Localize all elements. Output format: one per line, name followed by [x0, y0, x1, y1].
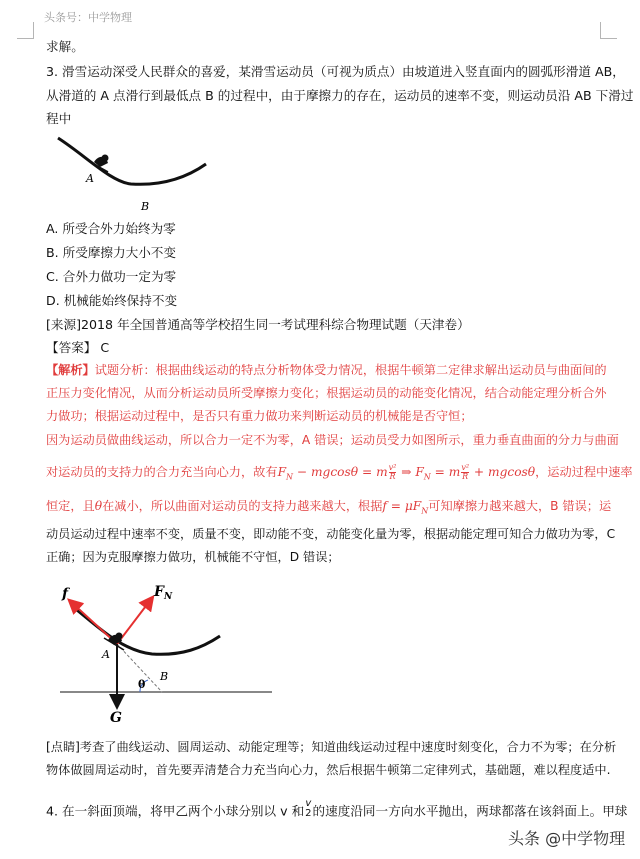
- analysis-5a: 对运动员的支持力的合力充当向心力，故有: [46, 465, 278, 479]
- answer-value: C: [100, 340, 110, 355]
- formula: $F_N - mgcos\theta = m$ $\frac{\text{v²}}{R}$ ⇒ $F_N = m$ $\frac{\text{v²}}{R}$ + mgcosθ: [277, 463, 536, 482]
- source-line: [来源]2018 年全国普通高等学校招生同一考试理科综合物理试题（天津卷）: [46, 317, 470, 332]
- question-3-line-1: 3. 滑雪运动深受人民群众的喜爱，某滑雪运动员（可视为质点）由坡道进入竖直面内的圆弧形滑道 AB，: [46, 64, 625, 79]
- q4-text-b: 的速度沿同一方向水平抛出，两球都落在该斜面上。甲球: [312, 803, 628, 819]
- watermark: 头条 @中学物理: [508, 829, 626, 848]
- analysis-5b: ，运动过程中速率: [535, 465, 633, 479]
- analysis-6c: 可知摩擦力越来越大，B 错误；运: [428, 499, 612, 513]
- arc-track: [72, 606, 220, 654]
- text-line: 求解。: [46, 39, 84, 54]
- friction-formula: $f = \mu F_N$: [382, 499, 429, 516]
- corner-mark-right: [600, 22, 617, 39]
- friction-arrow: [70, 601, 117, 644]
- analysis-line-2: 正压力变化情况，从而分析运动员所受摩擦力变化；根据运动员的动能变化情况，结合动能定理分析合外: [46, 386, 607, 400]
- arc-track: [58, 138, 206, 184]
- label-fn: $F_N$: [154, 584, 173, 602]
- label-f: f: [62, 586, 69, 602]
- answer-label: 【答案】: [46, 340, 97, 355]
- option-d: D. 机械能始终保持不变: [46, 293, 178, 308]
- figure-ski-slope: [56, 134, 216, 218]
- comment-line-1: [点睛]考查了曲线运动、圆周运动、动能定理等；知道曲线运动过程中速度时刻变化，合力不为零；在分析: [46, 740, 617, 754]
- analysis-line-3: 力做功；根据运动过程中，是否只有重力做功来判断运动员的机械能是否守恒；: [46, 409, 473, 423]
- figure-force-diagram: [52, 576, 282, 726]
- option-b: B. 所受摩擦力大小不变: [46, 245, 176, 260]
- analysis-6b: 在减小，所以曲面对运动员的支持力越来越大，根据: [102, 499, 383, 513]
- analysis-line-5: [46, 463, 633, 486]
- label-g: G: [110, 710, 122, 726]
- question-3-line-2: 从滑道的 A 点滑行到最低点 B 的过程中，由于摩擦力的存在，运动员的速率不变，则运动员沿 AB 下滑过: [46, 88, 634, 103]
- analysis-line-7: 动员运动过程中速率不变，质量不变，即动能不变，动能变化量为零，根据动能定理可知合力做功为零，C: [46, 527, 616, 541]
- label-a: A: [102, 648, 110, 661]
- analysis-line-6: [46, 497, 611, 520]
- option-c: C. 合外力做功一定为零: [46, 269, 177, 284]
- answer-line: [46, 339, 109, 357]
- q4-text-a: 4. 在一斜面顶端，将甲乙两个小球分别以 v 和: [46, 803, 305, 819]
- analysis-line-8: 正确；因为克服摩擦力做功，机械能不守恒，D 错误；: [46, 550, 340, 564]
- q4-fraction: v 2: [305, 798, 312, 819]
- option-a: A. 所受合外力始终为零: [46, 221, 176, 236]
- analysis-6a: 恒定，且: [46, 499, 95, 513]
- analysis-text: 试题分析：根据曲线运动的特点分析物体受力情况，根据牛顿第二定律求解出运动员与曲面间的: [94, 363, 607, 377]
- header-source: 头条号：中学物理: [44, 11, 132, 24]
- theta-symbol: θ: [94, 499, 103, 513]
- comment-line-2: 物体做圆周运动时，首先要弄清楚合力充当向心力，然后根据牛顿第二定律列式，基础题，难以程度适中.: [46, 763, 611, 777]
- label-b: B: [141, 200, 150, 213]
- label-b: B: [160, 670, 169, 683]
- corner-mark-left: [17, 22, 34, 39]
- question-4-line-1: [46, 798, 628, 822]
- analysis-label: 【解析】: [46, 363, 95, 377]
- question-3-line-3: 程中: [46, 111, 72, 126]
- label-theta: θ: [138, 678, 146, 691]
- label-a: A: [86, 172, 94, 185]
- analysis-line-1: [46, 361, 607, 379]
- analysis-line-4: 因为运动员做曲线运动，所以合力一定不为零，A 错误；运动员受力如图所示，重力垂直曲面的分力与曲面: [46, 433, 619, 447]
